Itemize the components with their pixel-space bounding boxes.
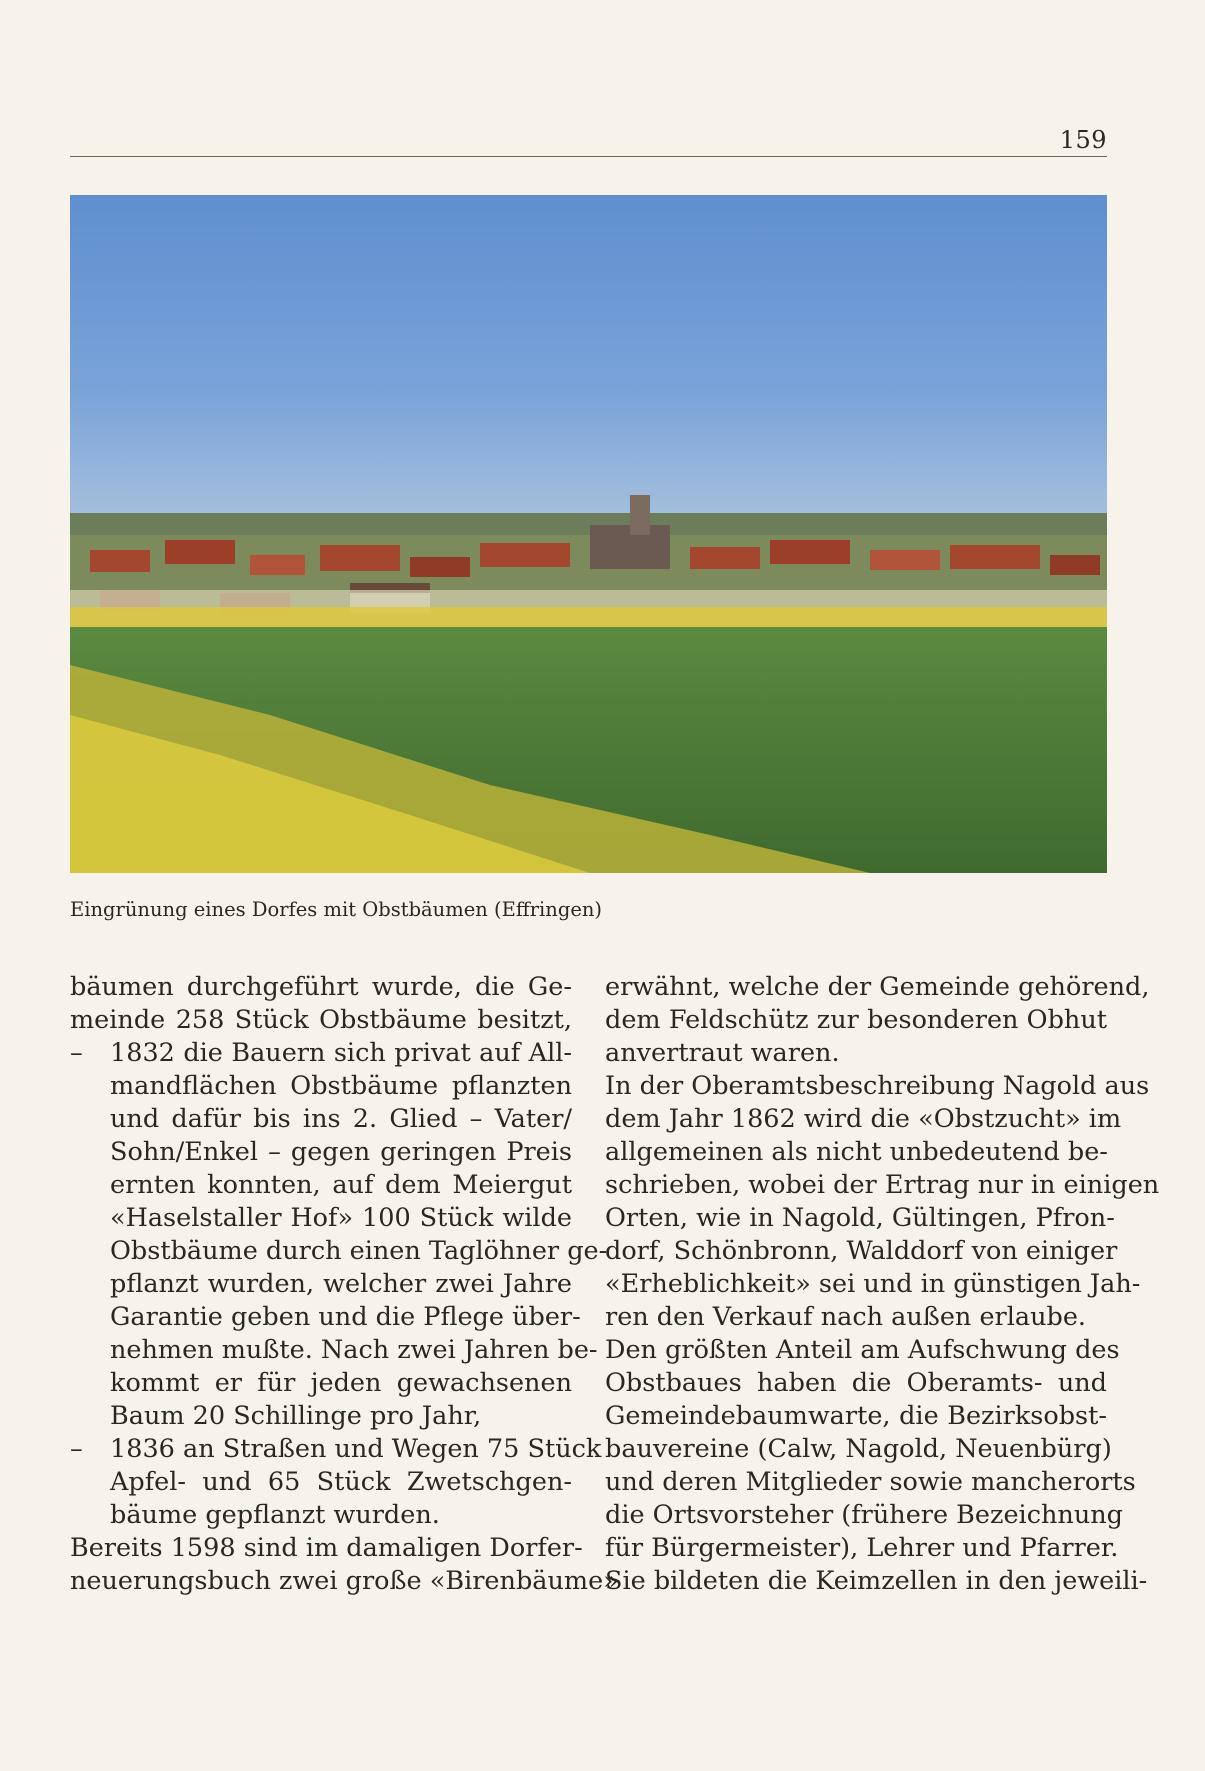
text-line: mandflächen Obstbäume pflanzten [110, 1071, 572, 1101]
text-line: und dafür bis ins 2. Glied – Vater/ [110, 1104, 572, 1134]
text-line: für Bürgermeister), Lehrer und Pfarrer. [605, 1533, 1119, 1563]
text-line: ernten konnten, auf dem Meiergut [110, 1170, 572, 1200]
text-line: anvertraut waren. [605, 1038, 840, 1068]
list-dash: – [70, 1038, 83, 1068]
left-column [70, 971, 619, 1598]
text-line: Apfel- und 65 Stück Zwetschgen- [110, 1467, 572, 1497]
text-line: dem Jahr 1862 wird die «Obstzucht» im [605, 1104, 1122, 1134]
text-line: kommt er für jeden gewachsenen [110, 1368, 572, 1398]
sky [70, 195, 1107, 525]
figure-caption: Eingrünung eines Dorfes mit Obstbäumen (Effringen) [70, 898, 603, 921]
text-line: «Haselstaller Hof» 100 Stück wilde [110, 1203, 572, 1233]
text-line: neuerungsbuch zwei große «Birenbäume» [70, 1566, 619, 1596]
text-line: ren den Verkauf nach außen erlaube. [605, 1302, 1087, 1332]
text-line: die Ortsvorsteher (frühere Bezeichnung [605, 1500, 1123, 1530]
right-column [605, 971, 1160, 1598]
text-line: nehmen mußte. Nach zwei Jahren be- [110, 1335, 598, 1365]
list-dash: – [70, 1434, 83, 1464]
text-line: Den größten Anteil am Aufschwung des [605, 1335, 1120, 1365]
page-number: 159 [1059, 126, 1107, 154]
text-line: und deren Mitglieder sowie mancherorts [605, 1467, 1136, 1497]
text-line: Gemeindebaumwarte, die Bezirksobst- [605, 1401, 1107, 1431]
text-line: 1832 die Bauern sich privat auf All- [110, 1038, 572, 1068]
text-line: Bereits 1598 sind im damaligen Dorfer- [70, 1533, 583, 1563]
text-line: Orten, wie in Nagold, Gültingen, Pfron- [605, 1203, 1115, 1233]
text-line: schrieben, wobei der Ertrag nur in einigen [605, 1170, 1160, 1200]
text-line: «Erheblichkeit» sei und in günstigen Jah- [605, 1269, 1141, 1299]
text-line: dorf, Schönbronn, Walddorf von einiger [605, 1236, 1118, 1266]
text-line: allgemeinen als nicht unbedeutend be- [605, 1137, 1108, 1167]
flower-strip [70, 607, 1107, 627]
text-line: Sohn/Enkel – gegen geringen Preis [110, 1137, 572, 1167]
text-line: Sie bildeten die Keimzellen in den jeweili- [605, 1566, 1148, 1596]
village-orchard-image [70, 195, 1107, 873]
text-line: Baum 20 Schillinge pro Jahr, [110, 1401, 482, 1431]
header-rule [70, 156, 1107, 157]
text-line: meinde 258 Stück Obstbäume besitzt, [70, 1005, 572, 1035]
text-line: Garantie geben und die Pflege über- [110, 1302, 581, 1332]
text-line: bäumen durchgeführt wurde, die Ge- [70, 972, 572, 1002]
landscape-photo [70, 195, 1107, 873]
text-line: erwähnt, welche der Gemeinde gehörend, [605, 972, 1150, 1002]
text-line: 1836 an Straßen und Wegen 75 Stück [110, 1434, 602, 1464]
text-line: pflanzt wurden, welcher zwei Jahre [110, 1269, 572, 1299]
text-line: Obstbäume durch einen Taglöhner ge- [110, 1236, 608, 1266]
text-line: bäume gepflanzt wurden. [110, 1500, 440, 1530]
text-line: In der Oberamtsbeschreibung Nagold aus [605, 1071, 1150, 1101]
text-line: bauvereine (Calw, Nagold, Neuenbürg) [605, 1434, 1112, 1464]
text-line: Obstbaues haben die Oberamts- und [605, 1368, 1107, 1398]
text-line: dem Feldschütz zur besonderen Obhut [605, 1005, 1107, 1035]
